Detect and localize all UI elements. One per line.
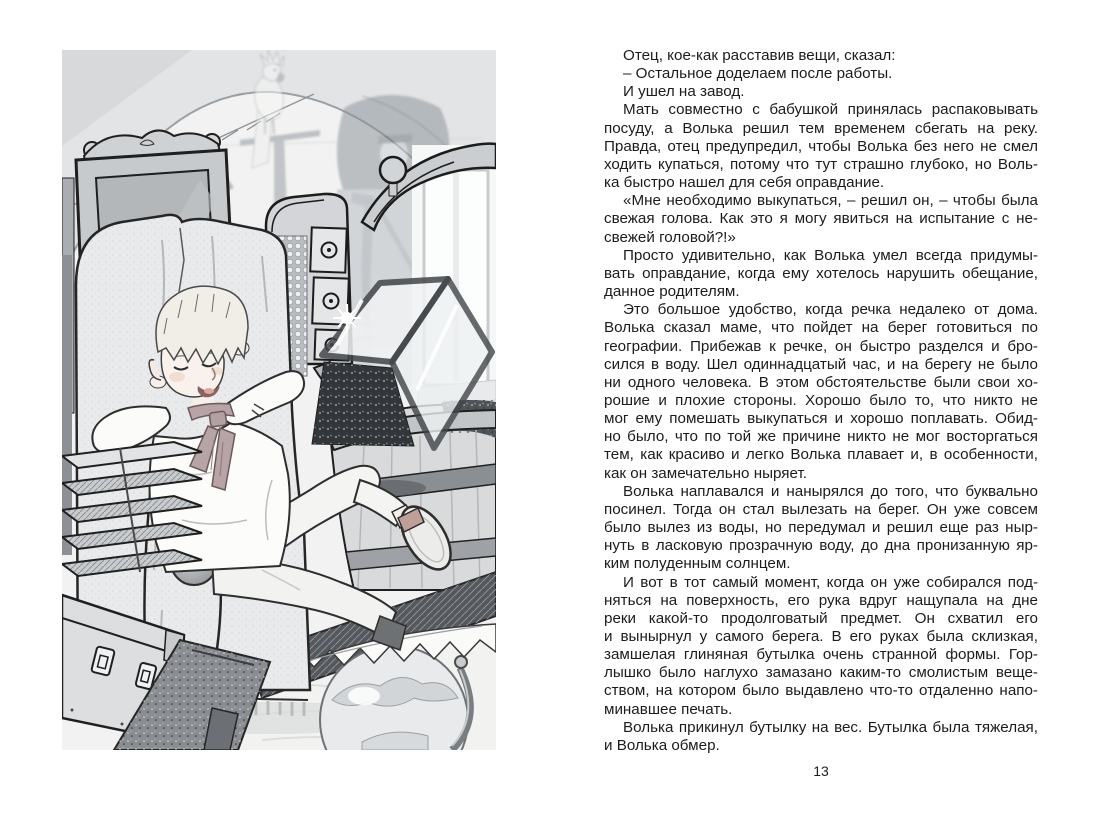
text-line: свежей головой?!»	[604, 228, 736, 246]
text-line: и вынырнул у самого берега. В его руках была склизкая,	[604, 628, 1038, 645]
text-line: Отец, кое-как расставив вещи, сказал:	[623, 47, 896, 64]
text-line: ка быстро нашел для себя оправдание.	[604, 174, 885, 192]
text-line: ством, на котором было выдавлено что-то отдаленно напо-	[604, 682, 1038, 700]
text-line: рошие и плохие стороны. Хорошо было то, что никто не	[604, 391, 1038, 409]
text-line: но было, что по той же причине никто не мог восторгаться	[604, 428, 1038, 446]
text-line: Просто удивительно, как Волька умел всегда придумы-	[623, 246, 1038, 264]
text-line: свежая голова. Как это я могу явиться на испытание с не-	[604, 210, 1038, 228]
text-line: и Волька обмер.	[604, 736, 720, 754]
text-line: вать оправдание, когда ему хотелось нарушить обещание,	[604, 264, 1038, 282]
chair-finial	[380, 157, 406, 183]
paragraph	[604, 192, 1038, 246]
globe-knob	[455, 656, 467, 668]
text-line: нуть в ласковую прозрачную воду, до дна пронизанную яр-	[604, 537, 1038, 555]
text-line: няться на поверхность, его рука вдруг нащупала на дне	[604, 591, 1038, 609]
text-line: географии. Прибежав к речке, он быстро разделся и бро-	[604, 337, 1038, 355]
text-line: лышко было наглухо замазано каким-то смолистым веще-	[604, 664, 1038, 682]
paragraph	[604, 247, 1038, 301]
text-line: – Остальное доделаем после работы.	[623, 65, 893, 83]
text-line: посуду, а Волька решил тем временем сбегать на реку.	[604, 119, 1038, 137]
text-line: тем, как красиво и легко Волька плавает и, в особенности,	[604, 446, 1038, 464]
text-line: «Мне необходимо выкупаться, – решил он, – чтобы была	[623, 192, 1038, 210]
text-line: реки какой-то продолговатый предмет. Он схватил его	[604, 609, 1038, 627]
text-line: Волька прикинул бутылку на вес. Бутылка была тяжелая,	[623, 718, 1038, 736]
paragraph	[604, 574, 1038, 719]
text-line: ни одного человека. В этом обстоятельстве были свои хо-	[604, 373, 1038, 391]
text-line: замшелая глиняная бутылка очень странной формы. Гор-	[604, 646, 1038, 664]
paragraph	[604, 483, 1038, 574]
paragraph	[604, 719, 1038, 755]
left-page-illustration	[62, 50, 496, 750]
text-line: И ушел на завод.	[623, 83, 745, 101]
text-line: как он замечательно ныряет.	[604, 464, 807, 482]
paragraph	[604, 47, 1038, 65]
text-line: мог ему помешать выкупаться и хорошо поплавать. Обид-	[604, 410, 1038, 428]
text-column	[604, 47, 1038, 755]
text-line: Правда, отец предупредил, чтобы Волька без него не смел	[604, 137, 1038, 155]
page-number: 13	[813, 763, 829, 779]
text-line: Это большое удобство, когда речка недалеко от дома.	[623, 301, 1038, 319]
text-line: посинел. Тогда он стал вылезать на берег. Он уже совсем	[604, 500, 1038, 518]
text-line: ходить купаться, потому что тут страшно глубоко, но Воль-	[604, 155, 1038, 173]
paragraph	[604, 65, 1038, 83]
text-line: сился в воду. Шел одиннадцатый час, и на берегу не было	[604, 355, 1038, 373]
paragraph	[604, 101, 1038, 192]
paragraph	[604, 301, 1038, 483]
drawer	[310, 227, 347, 272]
text-line: Волька наплавался и нанырялся до того, что буквально	[623, 482, 1038, 500]
text-line: было вылез из воды, но передумал и решил еще раз ныр-	[604, 519, 1038, 537]
text-line: минавшее печать.	[604, 700, 733, 718]
text-line: Мать совместно с бабушкой принялась распаковывать	[623, 101, 1038, 119]
text-line: ким полуденным солнцем.	[604, 555, 791, 573]
paragraph	[604, 83, 1038, 101]
text-line: данное родителям.	[604, 283, 740, 301]
text-line: И вот в тот самый момент, когда он уже собирался под-	[623, 573, 1038, 591]
text-line: Волька сказал маме, что пойдет на берег готовиться по	[604, 319, 1038, 337]
